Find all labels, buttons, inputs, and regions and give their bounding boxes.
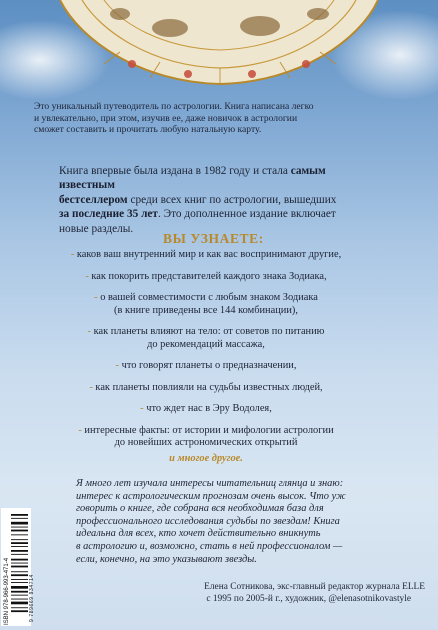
barcode-bar <box>11 542 28 544</box>
barcode-bar <box>11 554 28 555</box>
barcode-bar <box>11 530 28 532</box>
list-item: - как планеты повлияли на судьбы известных людей, <box>89 381 323 393</box>
barcode-bar <box>11 527 28 528</box>
testimonial-quote <box>76 478 388 566</box>
signature-line: Елена Сотникова, экс-главный редактор журнала ELLE <box>204 582 425 592</box>
testimonial-signature <box>95 582 425 606</box>
barcode-bar <box>11 539 28 540</box>
you-will-learn-heading: ВЫ УЗНАЕТЕ: <box>163 231 264 246</box>
learn-list <box>40 249 372 465</box>
quote-line: идеальна для всех, кто хочет действительно вникнуть <box>76 528 321 540</box>
history-paragraph <box>59 164 349 236</box>
list-item: - каков ваш внутренний мир и как вас воспринимают другие, <box>70 249 342 260</box>
signature-line: с 1995 по 2005-й г., художник, @elenasotnikovastyle <box>206 593 411 604</box>
history-line: Книга впервые была издана в 1982 году и стала самым известным <box>59 165 326 192</box>
barcode-bar <box>11 546 28 547</box>
quote-line: Я много лет изучала интересы читательниц глянца и знаю: <box>76 478 344 489</box>
quote-line: говорить о книге, где собрана вся необходимая база для <box>76 503 324 515</box>
barcode-bar <box>11 602 28 605</box>
history-line: новые разделы. <box>59 222 134 235</box>
barcode-bar <box>11 586 28 589</box>
list-item: - как покорить представителей каждого знака Зодиака, <box>85 270 327 282</box>
barcode-bar <box>11 534 28 535</box>
barcode-bar <box>11 607 28 608</box>
isbn-barcode <box>1 508 35 626</box>
barcode-bar <box>11 571 28 572</box>
quote-line: интерес к астрологическим прогнозам очень высок. Что уж <box>76 490 346 502</box>
barcode-bar <box>11 559 28 561</box>
list-item: - как планеты влияют на тело: от советов по питанию до рекомендаций массажа, <box>87 326 325 350</box>
barcode-bar <box>11 599 28 600</box>
barcode-bar <box>11 514 28 516</box>
isbn-number: ISBN 978-966-993-471-4 <box>4 557 10 625</box>
intro-line: сможет составить и прочитать любую натальную карту. <box>34 124 262 136</box>
barcode-bar <box>11 566 28 568</box>
list-item: - интересные факты: от истории и мифологии астрологии до новейших астрономических открытий <box>78 424 334 449</box>
history-line: за последние 35 лет. Это дополненное издание включает <box>59 208 336 221</box>
list-item: - о вашей совместимости с любым знаком Зодиака (в книге приведены все 144 комбинации), <box>94 292 318 316</box>
barcode-digits: 9 789669 934714 <box>29 574 35 622</box>
barcode-bar <box>11 574 28 576</box>
list-item: - что говорят планеты о предназначении, <box>115 360 297 372</box>
barcode-bar <box>11 518 28 519</box>
barcode-bar <box>11 591 28 593</box>
barcode-bar <box>11 582 28 583</box>
barcode-bar <box>11 579 28 580</box>
intro-paragraph <box>34 101 324 136</box>
quote-line: если, конечно, на это указывают звезды. <box>76 553 257 565</box>
barcode-bar <box>11 563 28 564</box>
barcode-bar <box>11 522 28 525</box>
history-line: бестселлером среди всех книг по астрологии, вышедших <box>59 193 337 206</box>
list-item: - что ждет нас в Эру Водолея, <box>140 403 272 415</box>
barcode-bar <box>11 595 28 596</box>
and-much-more: и многое другое. <box>169 452 243 464</box>
quote-line: в астрологию и, возможно, стать в ней профессионалом — <box>76 540 343 552</box>
barcode-bar <box>11 610 28 612</box>
intro-line: Это уникальный путеводитель по астрологии. Книга написана легко <box>34 101 314 112</box>
intro-line: и увлекательно, при этом, изучив ее, даже новичок в астрологии <box>34 112 298 124</box>
barcode-bar <box>11 550 28 552</box>
quote-line: профессионального исследования судьбы по звездам! Книга <box>76 515 340 527</box>
